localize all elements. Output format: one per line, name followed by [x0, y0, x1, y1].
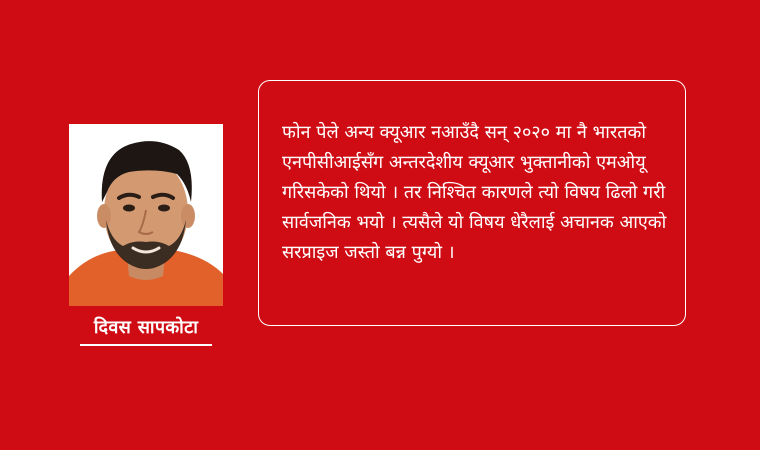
author-portrait-illustration [69, 124, 223, 306]
author-eye-right [158, 205, 170, 212]
author-ear-right [181, 204, 195, 228]
author-photo [69, 124, 223, 306]
author-name-underline [80, 344, 212, 346]
quote-text: फोन पेले अन्य क्यूआर नआउँदै सन् २०२० मा नै भारतको एनपीसीआईसँग अन्तरदेशीय क्यूआर भुक्तानीको एमओयू गरिसकेको थियो । तर निश्चित कारणले त्यो विषय ढिलो गरी सार्वजनिक भयो । त्यसैले यो विषय धेरैलाई अचानक आएको सरप्राइज जस्तो बन्न पुग्यो । [282, 122, 667, 263]
author-name: दिवस सापकोटा [93, 317, 199, 338]
author-eye-left [123, 205, 135, 212]
author-ear-left [97, 204, 111, 228]
